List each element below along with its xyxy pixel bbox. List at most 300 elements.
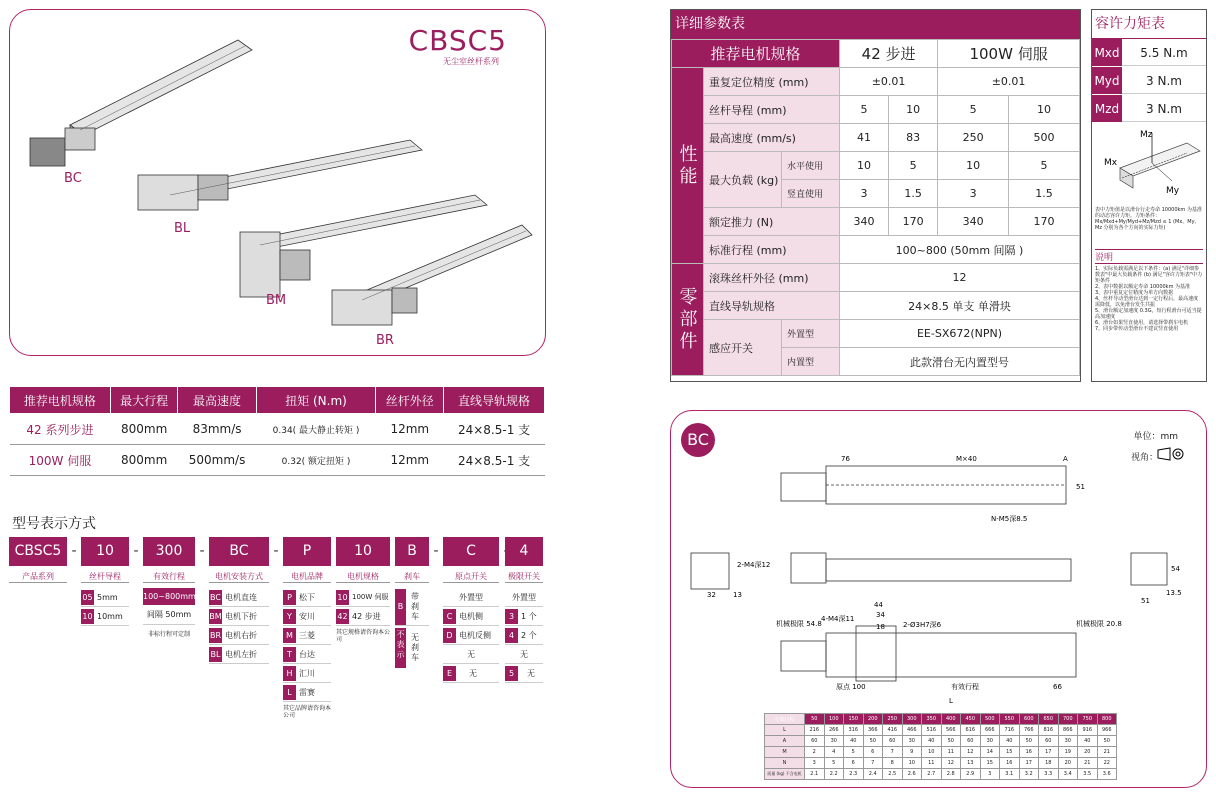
cell: 170 [1009,208,1080,236]
dim-cell: 60 [961,736,981,747]
moment-note: 表中力矩值是以滑台行走寿命 10000km 为基准的动态容许力矩。力矩条件：Mx/Mxd+My/Myd+Mz/Mzd ≤ 1 (Mx、My、Mz 分别为各个方向的实际力矩) [1095,207,1202,231]
dim-cell: 2.8 [941,769,961,780]
option-code: E [443,666,456,681]
dim-cell: 300 [902,714,922,725]
option-text: 电机反侧 [459,630,491,640]
dim-cell: 19 [1058,747,1078,758]
cell: 3 [938,180,1009,208]
cell: 1.5 [889,180,938,208]
dim-key: 有效行程 [765,714,805,725]
dim-cell: 30 [1058,736,1078,747]
dim-cell: 3.1 [1000,769,1020,780]
model-label: 产品系列 [9,571,67,583]
stroke-range: 100~800mm [143,588,195,605]
explain-list [1092,264,1206,379]
brand-note: 其它品牌请咨询本公司 [283,705,332,719]
dim-cell: 550 [1000,714,1020,725]
moment-title: 容许力矩表 [1092,10,1206,39]
explain-title: 说明 [1095,249,1203,264]
group-parts: 零部件 [672,264,704,376]
model-seg-brake: B [395,537,429,566]
dim-cell: 250 [883,714,903,725]
option-text: 带刹车 [411,591,419,621]
dim-cell: 416 [883,725,903,736]
row-label: 直线导轨规格 [704,292,840,320]
dim-cell: 2 [805,747,825,758]
model-label: 电机安装方式 [209,571,269,583]
dim-cell: 366 [863,725,883,736]
motor-options [336,588,390,643]
cell: 41 [840,124,889,152]
dim-key: 质量 (kg) 不含电机 [765,769,805,780]
moment-row: Myd 3 N.m [1092,67,1206,95]
dim-cell: 40 [1000,736,1020,747]
dim-text: 18 [876,623,885,631]
dim-cell: 700 [1058,714,1078,725]
model-dash: - [133,543,139,559]
explain-item: 2、表中数据以额定寿命 10000km 为基准 [1095,284,1191,290]
row-sublabel: 外置型 [782,320,840,348]
cell: 250 [938,124,1009,152]
dim-text: 54 [1171,565,1180,573]
dim-text: 51 [1076,483,1085,491]
dim-cell: 800 [1097,714,1117,725]
model-dash: - [71,543,77,559]
explain-item: 6、滑台如果竖直使用，请选择带刹车电机 [1095,320,1189,326]
origin-head: 外置型 [443,588,499,607]
dim-cell: 6 [844,758,864,769]
model-dash: - [273,543,279,559]
explain-item: 4、丝杆导动型滑台达到一定行程后，最高速度需降低，以免滑台发生共振 [1095,296,1199,308]
dim-cell: 30 [902,736,922,747]
spec-cell: 24×8.5-1 支 [444,414,545,445]
cell: 340 [840,208,889,236]
brake-options [395,588,429,670]
detail-header: 42 步进 [840,40,938,68]
option-text: 电机侧 [459,611,483,621]
cell: 5 [889,152,938,180]
bc-badge: BC [681,423,715,457]
option-code: L [283,685,296,700]
spec-header: 扭矩 (N.m) [256,387,376,414]
model-seg-lead: 10 [81,537,129,566]
dim-cell: 10 [922,747,942,758]
row-label: 最高速度 (mm/s) [704,124,840,152]
row-sublabel: 水平使用 [782,152,840,180]
model-label: 刹车 [395,571,429,583]
explain-item: 1、实际负载需满足以下条件：(a) 满足"详细参数表"中最大负载条件 (b) 满足"容许力矩表"中力矩条件 [1095,266,1203,284]
dim-cell: 11 [922,758,942,769]
model-seg-mount: BC [209,537,269,566]
model-label: 电机规格 [336,571,390,583]
row-label: 丝杆导程 (mm) [704,96,840,124]
dim-text: 32 [707,591,716,599]
option-code: H [283,666,296,681]
dim-cell: 15 [980,758,1000,769]
dim-cell: 500 [980,714,1000,725]
model-seg-origin: C [443,537,499,566]
dim-cell: 2.3 [844,769,864,780]
dim-cell: 15 [1000,747,1020,758]
mount-options [209,588,269,664]
dim-cell: 6 [863,747,883,758]
row-sublabel: 内置型 [782,348,840,376]
dim-cell: 3.4 [1058,769,1078,780]
detail-title: 详细参数表 [671,10,1080,39]
spec-cell: 12mm [376,414,444,445]
variant-label-bm: BM [266,293,287,308]
dim-cell: 4 [824,747,844,758]
dim-cell: 2.1 [805,769,825,780]
spec-header: 直线导轨规格 [444,387,545,414]
spec-cell: 24×8.5-1 支 [444,445,545,476]
option-text: 汇川 [299,668,315,678]
cell: 1.5 [1009,180,1080,208]
dim-cell: 5 [844,747,864,758]
dim-cell: 466 [902,725,922,736]
explain-item: 5、滑台额定加速度 0.3G，短行程滑台可适当提高加速度 [1095,308,1202,320]
dim-cell: 50 [805,714,825,725]
option-code: P [283,590,296,605]
option-text: 电机左折 [225,649,257,659]
option-text: 电机右折 [225,630,257,640]
dim-key: A [765,736,805,747]
option-code: BR [209,628,222,643]
option-text: 无刹车 [411,633,419,662]
option-code: 42 [336,609,349,624]
option-code: Y [283,609,296,624]
cell: 100~800 (50mm 间隔 ) [840,236,1080,264]
cell: ±0.01 [840,68,938,96]
option-code: BC [209,590,222,605]
option-code: C [443,609,456,624]
model-label: 电机品牌 [283,571,331,583]
stroke-step: 间隔 50mm [143,605,195,625]
product-model-title: CBSC5 [408,24,507,57]
dim-cell: 10 [902,758,922,769]
dim-cell: 16 [1000,758,1020,769]
dim-cell: 30 [824,736,844,747]
view-label: 视角： [1130,453,1158,463]
dim-cell: 3 [805,758,825,769]
dim-cell: 600 [1019,714,1039,725]
dim-cell: 2.5 [883,769,903,780]
option-text: 无 [467,649,475,659]
spec-header: 推荐电机规格 [10,387,111,414]
dim-cell: 566 [941,725,961,736]
axis-label-my: My [1166,186,1180,196]
dim-cell: 12 [941,758,961,769]
row-label: 重复定位精度 (mm) [704,68,840,96]
dim-cell: 400 [941,714,961,725]
option-text: 电机直连 [225,592,257,602]
option-text: 雷赛 [299,687,315,697]
dim-text: N-M5深8.5 [991,515,1028,523]
dim-text: 机械极限 54.8 [776,620,822,628]
dim-cell: 866 [1058,725,1078,736]
detail-header: 100W 伺服 [938,40,1080,68]
option-text: 5mm [97,592,118,602]
option-text: 42 步进 [352,611,381,621]
dim-cell: 13 [961,758,981,769]
technical-drawing [671,411,1208,711]
dim-text: 原点 100 [836,683,866,691]
product-panel [9,9,546,356]
option-text: 1 个 [521,611,537,621]
table-row [10,414,545,445]
detail-param-panel [670,9,1081,382]
dim-cell: 20 [1058,758,1078,769]
unit-label: 单位：mm [1133,432,1178,442]
spec-header: 丝杆外径 [376,387,444,414]
dim-cell: 516 [922,725,942,736]
option-text: 电机下折 [225,611,257,621]
dim-key: M [765,747,805,758]
limit-options [505,588,543,683]
dim-cell: 316 [844,725,864,736]
moment-row: Mzd 3 N.m [1092,95,1206,123]
dim-text: 2-Ø3H7深6 [903,621,942,629]
dim-cell: 50 [1019,736,1039,747]
dim-cell: 2.2 [824,769,844,780]
dim-cell: 17 [1019,758,1039,769]
dim-text: 34 [876,611,885,619]
dim-key: L [765,725,805,736]
dim-cell: 7 [883,747,903,758]
dim-text: 66 [1053,683,1062,691]
stroke-note: 非标行程可定制 [147,631,190,638]
dim-cell: 9 [902,747,922,758]
dim-cell: 60 [1039,736,1059,747]
dim-cell: 8 [883,758,903,769]
model-label: 原点开关 [443,571,499,583]
option-code: BM [209,609,222,624]
variant-label-br: BR [376,333,394,348]
option-code: 3 [505,609,518,624]
brand-options [283,588,331,719]
dim-text: A [1063,455,1068,463]
spec-cell: 500mm/s [178,445,256,476]
dim-text: 44 [874,601,883,609]
dim-cell: 40 [1078,736,1098,747]
detail-param-table [671,39,1080,376]
dim-cell: 5 [824,758,844,769]
dimension-drawing-panel [670,410,1207,788]
dim-cell: 350 [922,714,942,725]
dim-cell: 666 [980,725,1000,736]
option-text: 台达 [299,649,315,659]
cell: 12 [840,264,1080,292]
dim-cell: 716 [1000,725,1020,736]
cell: 10 [889,96,938,124]
dim-cell: 40 [844,736,864,747]
dim-cell: 12 [961,747,981,758]
model-dash: - [199,543,205,559]
option-text: 无 [527,668,535,678]
dim-cell: 3.3 [1039,769,1059,780]
dim-cell: 20 [1078,747,1098,758]
dim-cell: 11 [941,747,961,758]
dim-text: 76 [841,455,850,463]
dim-cell: 14 [980,747,1000,758]
dim-cell: 7 [863,758,883,769]
motor-note: 其它规格请咨询本公司 [336,629,391,643]
dim-cell: 2.7 [922,769,942,780]
summary-spec-table [9,386,545,476]
dim-text: 有效行程 [951,683,979,691]
origin-options [443,588,499,683]
option-code: 10 [81,609,94,624]
option-code: 不表示 [395,628,406,668]
dim-text: 机械极限 20.8 [1076,620,1122,628]
spec-cell: 0.32( 额定扭矩 ) [256,445,376,476]
cell: 10 [840,152,889,180]
explain-item: 7、同步带传动型滑台不建议竖直使用 [1095,326,1179,332]
dim-cell: 17 [1039,747,1059,758]
dim-text: 13.5 [1166,589,1182,597]
spec-cell: 800mm [110,445,178,476]
spec-header: 最大行程 [110,387,178,414]
option-text: 2 个 [521,630,537,640]
cell: 5 [938,96,1009,124]
option-code: T [283,647,296,662]
option-text: 无 [520,649,528,659]
model-seg-brand: P [283,537,331,566]
dim-cell: 3.5 [1078,769,1098,780]
dim-text: M×40 [956,455,977,463]
dim-cell: 30 [980,736,1000,747]
dim-key: N [765,758,805,769]
dim-cell: 616 [961,725,981,736]
dim-cell: 2.6 [902,769,922,780]
dim-cell: 3.6 [1097,769,1117,780]
model-label: 有效行程 [143,571,195,583]
cell: 170 [889,208,938,236]
dim-cell: 50 [941,736,961,747]
spec-cell: 100W 伺服 [10,445,111,476]
dimension-table [764,713,1117,780]
spec-header: 最高速度 [178,387,256,414]
explain-item: 3、表中重复定位精度为单方向数据 [1095,290,1174,296]
option-code: D [443,628,456,643]
row-sublabel: 竖直使用 [782,180,840,208]
dim-cell: 16 [1019,747,1039,758]
product-subtitle: 无尘室丝杆系列 [443,57,499,66]
dim-cell: 21 [1097,747,1117,758]
cell: 此款滑台无内置型号 [840,348,1080,376]
model-seg-stroke: 300 [143,537,195,566]
option-text: 100W 伺服 [352,593,389,601]
dim-cell: 3.2 [1019,769,1039,780]
model-seg-series: CBSC5 [9,537,67,566]
group-performance: 性能 [672,68,704,264]
dim-cell: 766 [1019,725,1039,736]
dim-cell: 22 [1097,758,1117,769]
spec-cell: 12mm [376,445,444,476]
option-text: 安川 [299,611,315,621]
option-text: 10mm [97,611,123,621]
option-code: B [395,589,406,625]
row-label: 最大负载 (kg) [704,152,782,208]
cell: 340 [938,208,1009,236]
dim-cell: 2.9 [961,769,981,780]
dim-cell: 966 [1097,725,1117,736]
dim-cell: 50 [1097,736,1117,747]
row-label: 额定推力 (N) [704,208,840,236]
dim-cell: 650 [1039,714,1059,725]
row-label: 感应开关 [704,320,782,376]
dim-cell: 60 [805,736,825,747]
dim-cell: 450 [961,714,981,725]
dim-cell: 100 [824,714,844,725]
option-code: M [283,628,296,643]
cell: ±0.01 [938,68,1080,96]
dim-text: L [949,697,953,705]
axis-label-mz: Mz [1140,130,1153,140]
option-code: 5 [505,666,518,681]
table-row [10,445,545,476]
spec-cell: 83mm/s [178,414,256,445]
model-label: 丝杆导程 [81,571,129,583]
option-text: 无 [469,668,477,678]
dim-cell: 916 [1078,725,1098,736]
dim-cell: 216 [805,725,825,736]
option-text: 三菱 [299,630,315,640]
limit-head: 外置型 [505,588,543,607]
spec-cell: 0.34( 最大静止转矩 ) [256,414,376,445]
option-code: 05 [81,590,94,605]
dim-text: 4-M4深11 [821,615,855,623]
cell: EE-SX672(NPN) [840,320,1080,348]
option-text: 松下 [299,592,315,602]
cell: 500 [1009,124,1080,152]
dim-cell: 50 [863,736,883,747]
moment-row: Mxd 5.5 N.m [1092,39,1206,67]
spec-cell: 800mm [110,414,178,445]
stroke-options [143,588,195,645]
cell: 10 [938,152,1009,180]
dim-cell: 60 [883,736,903,747]
dim-cell: 816 [1039,725,1059,736]
cell: 24×8.5 单支 单滑块 [840,292,1080,320]
option-code: BL [209,647,222,662]
model-code-title: 型号表示方式 [12,516,96,532]
cell: 3 [840,180,889,208]
dim-cell: 40 [922,736,942,747]
cell: 5 [840,96,889,124]
dim-cell: 266 [824,725,844,736]
variant-label-bl: BL [174,221,191,236]
dim-text: 2-M4深12 [737,561,771,569]
spec-cell: 42 系列步进 [10,414,111,445]
option-code: 10 [336,590,349,605]
dim-text: 13 [733,591,742,599]
dim-cell: 21 [1078,758,1098,769]
option-code: 4 [505,628,518,643]
dim-cell: 200 [863,714,883,725]
moment-panel [1091,9,1207,382]
dim-cell: 18 [1039,758,1059,769]
detail-header: 推荐电机规格 [672,40,840,68]
cell: 83 [889,124,938,152]
dim-cell: 2.4 [863,769,883,780]
dim-cell: 3 [980,769,1000,780]
model-seg-limit: 4 [505,537,543,566]
dim-cell: 750 [1078,714,1098,725]
cell: 5 [1009,152,1080,180]
model-label: 极限开关 [505,571,543,583]
row-label: 滚珠丝杆外径 (mm) [704,264,840,292]
